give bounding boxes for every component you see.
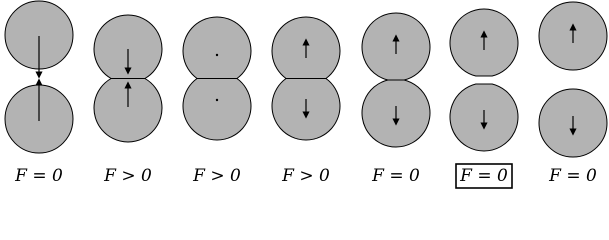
force-label: F = 0	[372, 166, 420, 186]
force-label: F = 0	[549, 166, 597, 186]
stage-7	[539, 2, 607, 186]
stage-5	[362, 13, 430, 186]
force-label: F > 0	[193, 166, 241, 186]
stage-2	[94, 15, 162, 186]
stage-1	[5, 1, 73, 186]
force-label: F = 0	[460, 166, 508, 186]
rest-dot	[216, 99, 218, 101]
upper-sphere	[183, 17, 251, 79]
stage-3	[183, 17, 251, 186]
force-label: F = 0	[15, 166, 63, 186]
rest-dot	[216, 54, 218, 56]
force-label: F > 0	[104, 166, 152, 186]
stage-4	[272, 17, 340, 186]
stage-6	[450, 9, 518, 188]
lower-sphere	[183, 79, 251, 141]
force-label: F > 0	[282, 166, 330, 186]
